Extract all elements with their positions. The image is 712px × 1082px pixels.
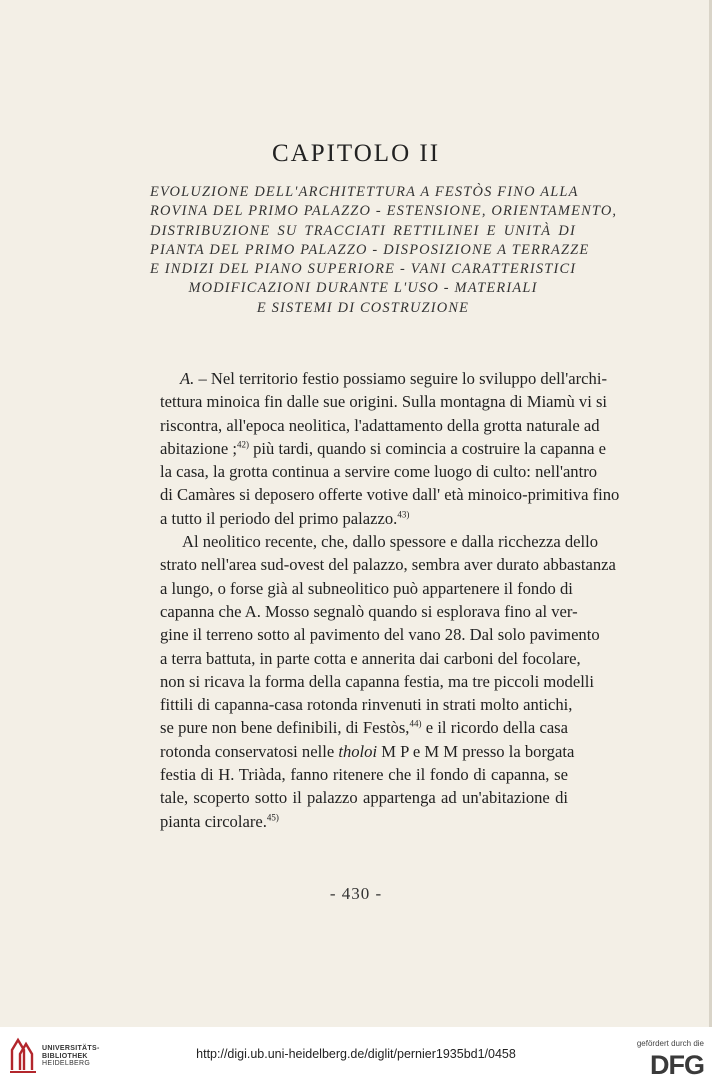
text-line: capanna che A. Mosso segnalò quando si esplorava fino al ver- (160, 601, 578, 621)
text-line: strato nell'area sud-ovest del palazzo, sembra aver durato abbastanza (160, 555, 616, 575)
text-line: a terra battuta, in parte cotta e annerita dai carboni del focolare, (160, 648, 581, 668)
paragraph-1 (160, 367, 620, 530)
footnote-ref: 42) (236, 439, 249, 450)
text-line: rotonda conservatosi nelle tholoi M P e M M presso la borgata (160, 741, 575, 761)
text-line: gine il terreno sotto al pavimento del vano 28. Dal solo pavimento (160, 625, 600, 645)
text-line: non si ricava la forma della capanna festia, ma tre piccoli modelli (160, 671, 595, 691)
text-line: festia di H. Triàda, fanno ritenere che il fondo di capanna, se (160, 765, 568, 785)
text-line: tettura minoica fin dalle sue origini. Sulla montagna di Miamù vi si (160, 392, 608, 412)
page-number: - 430 - (329, 884, 383, 903)
chapter-title: CAPITOLO II (271, 140, 441, 167)
funded-by-label: gefördert durch die (636, 1039, 704, 1048)
viewer-footer (0, 1027, 712, 1082)
text-line: di Camàres si deposero offerte votive dall' età minoico-primitiva fino (160, 485, 620, 505)
permalink-url[interactable]: http://digi.ub.uni-heidelberg.de/diglit/pernier1935bd1/0458 (196, 1047, 516, 1061)
text-line: tale, scoperto sotto il palazzo appartenga ad un'abitazione di (160, 788, 568, 808)
footnote-ref: 45) (266, 812, 279, 823)
text-line: A. – Nel territorio festio possiamo seguire lo sviluppo dell'archi- (180, 369, 607, 388)
dfg-logo[interactable]: DFG (650, 1050, 704, 1080)
summary-line: ROVINA DEL PRIMO PALAZZO - ESTENSIONE, ORIENTAMENTO, (150, 203, 618, 220)
text-line: riscontra, all'epoca neolitica, l'adattamento della grotta naturale ad (160, 415, 600, 435)
text-line: a tutto il periodo del primo palazzo.$^{43)}$ (160, 508, 410, 528)
paragraph-2 (160, 530, 616, 833)
summary-line: E SISTEMI DI COSTRUZIONE (256, 299, 470, 316)
text-line: abitazione ;$^{42)}$ più tardi, quando si comincia a costruire la capanna e (160, 438, 607, 458)
body-text (160, 367, 620, 833)
section-letter: A. (180, 369, 195, 388)
footnote-ref: 43) (397, 509, 410, 520)
text-line: la casa, la grotta continua a servire come luogo di culto: nell'antro (160, 462, 598, 482)
footnote-ref: 44) (409, 718, 422, 729)
summary-line: EVOLUZIONE DELL'ARCHITETTURA A FESTÒS FINO ALLA (150, 184, 579, 200)
chapter-summary (150, 183, 618, 318)
text-line: a lungo, o forse già al subneolitico può appartenere il fondo di (160, 578, 573, 598)
italic-term: tholoi (338, 741, 378, 761)
text-line: Al neolitico recente, che, dallo spessore e dalla ricchezza dello (182, 532, 599, 552)
summary-line: DISTRIBUZIONE SU TRACCIATI RETTILINEI E UNITÀ DI (150, 222, 576, 239)
summary-line: PIANTA DEL PRIMO PALAZZO - DISPOSIZIONE A TERRAZZE (150, 241, 590, 258)
summary-line: E INDIZI DEL PIANO SUPERIORE - VANI CARATTERISTICI (150, 261, 577, 278)
library-name[interactable]: UNIVERSITÄTS- BIBLIOTHEK HEIDELBERG (42, 1045, 100, 1067)
text-line: fittili di capanna-casa rotonda rinvenuti in strati molto antichi, (160, 695, 573, 715)
text-line: se pure non bene definibili, di Festòs,$^{44)}$ e il ricordo della casa (160, 718, 569, 738)
text-line: pianta circolare.$^{45)}$ (160, 811, 279, 831)
summary-line: MODIFICAZIONI DURANTE L'USO - MATERIALI (188, 280, 538, 297)
